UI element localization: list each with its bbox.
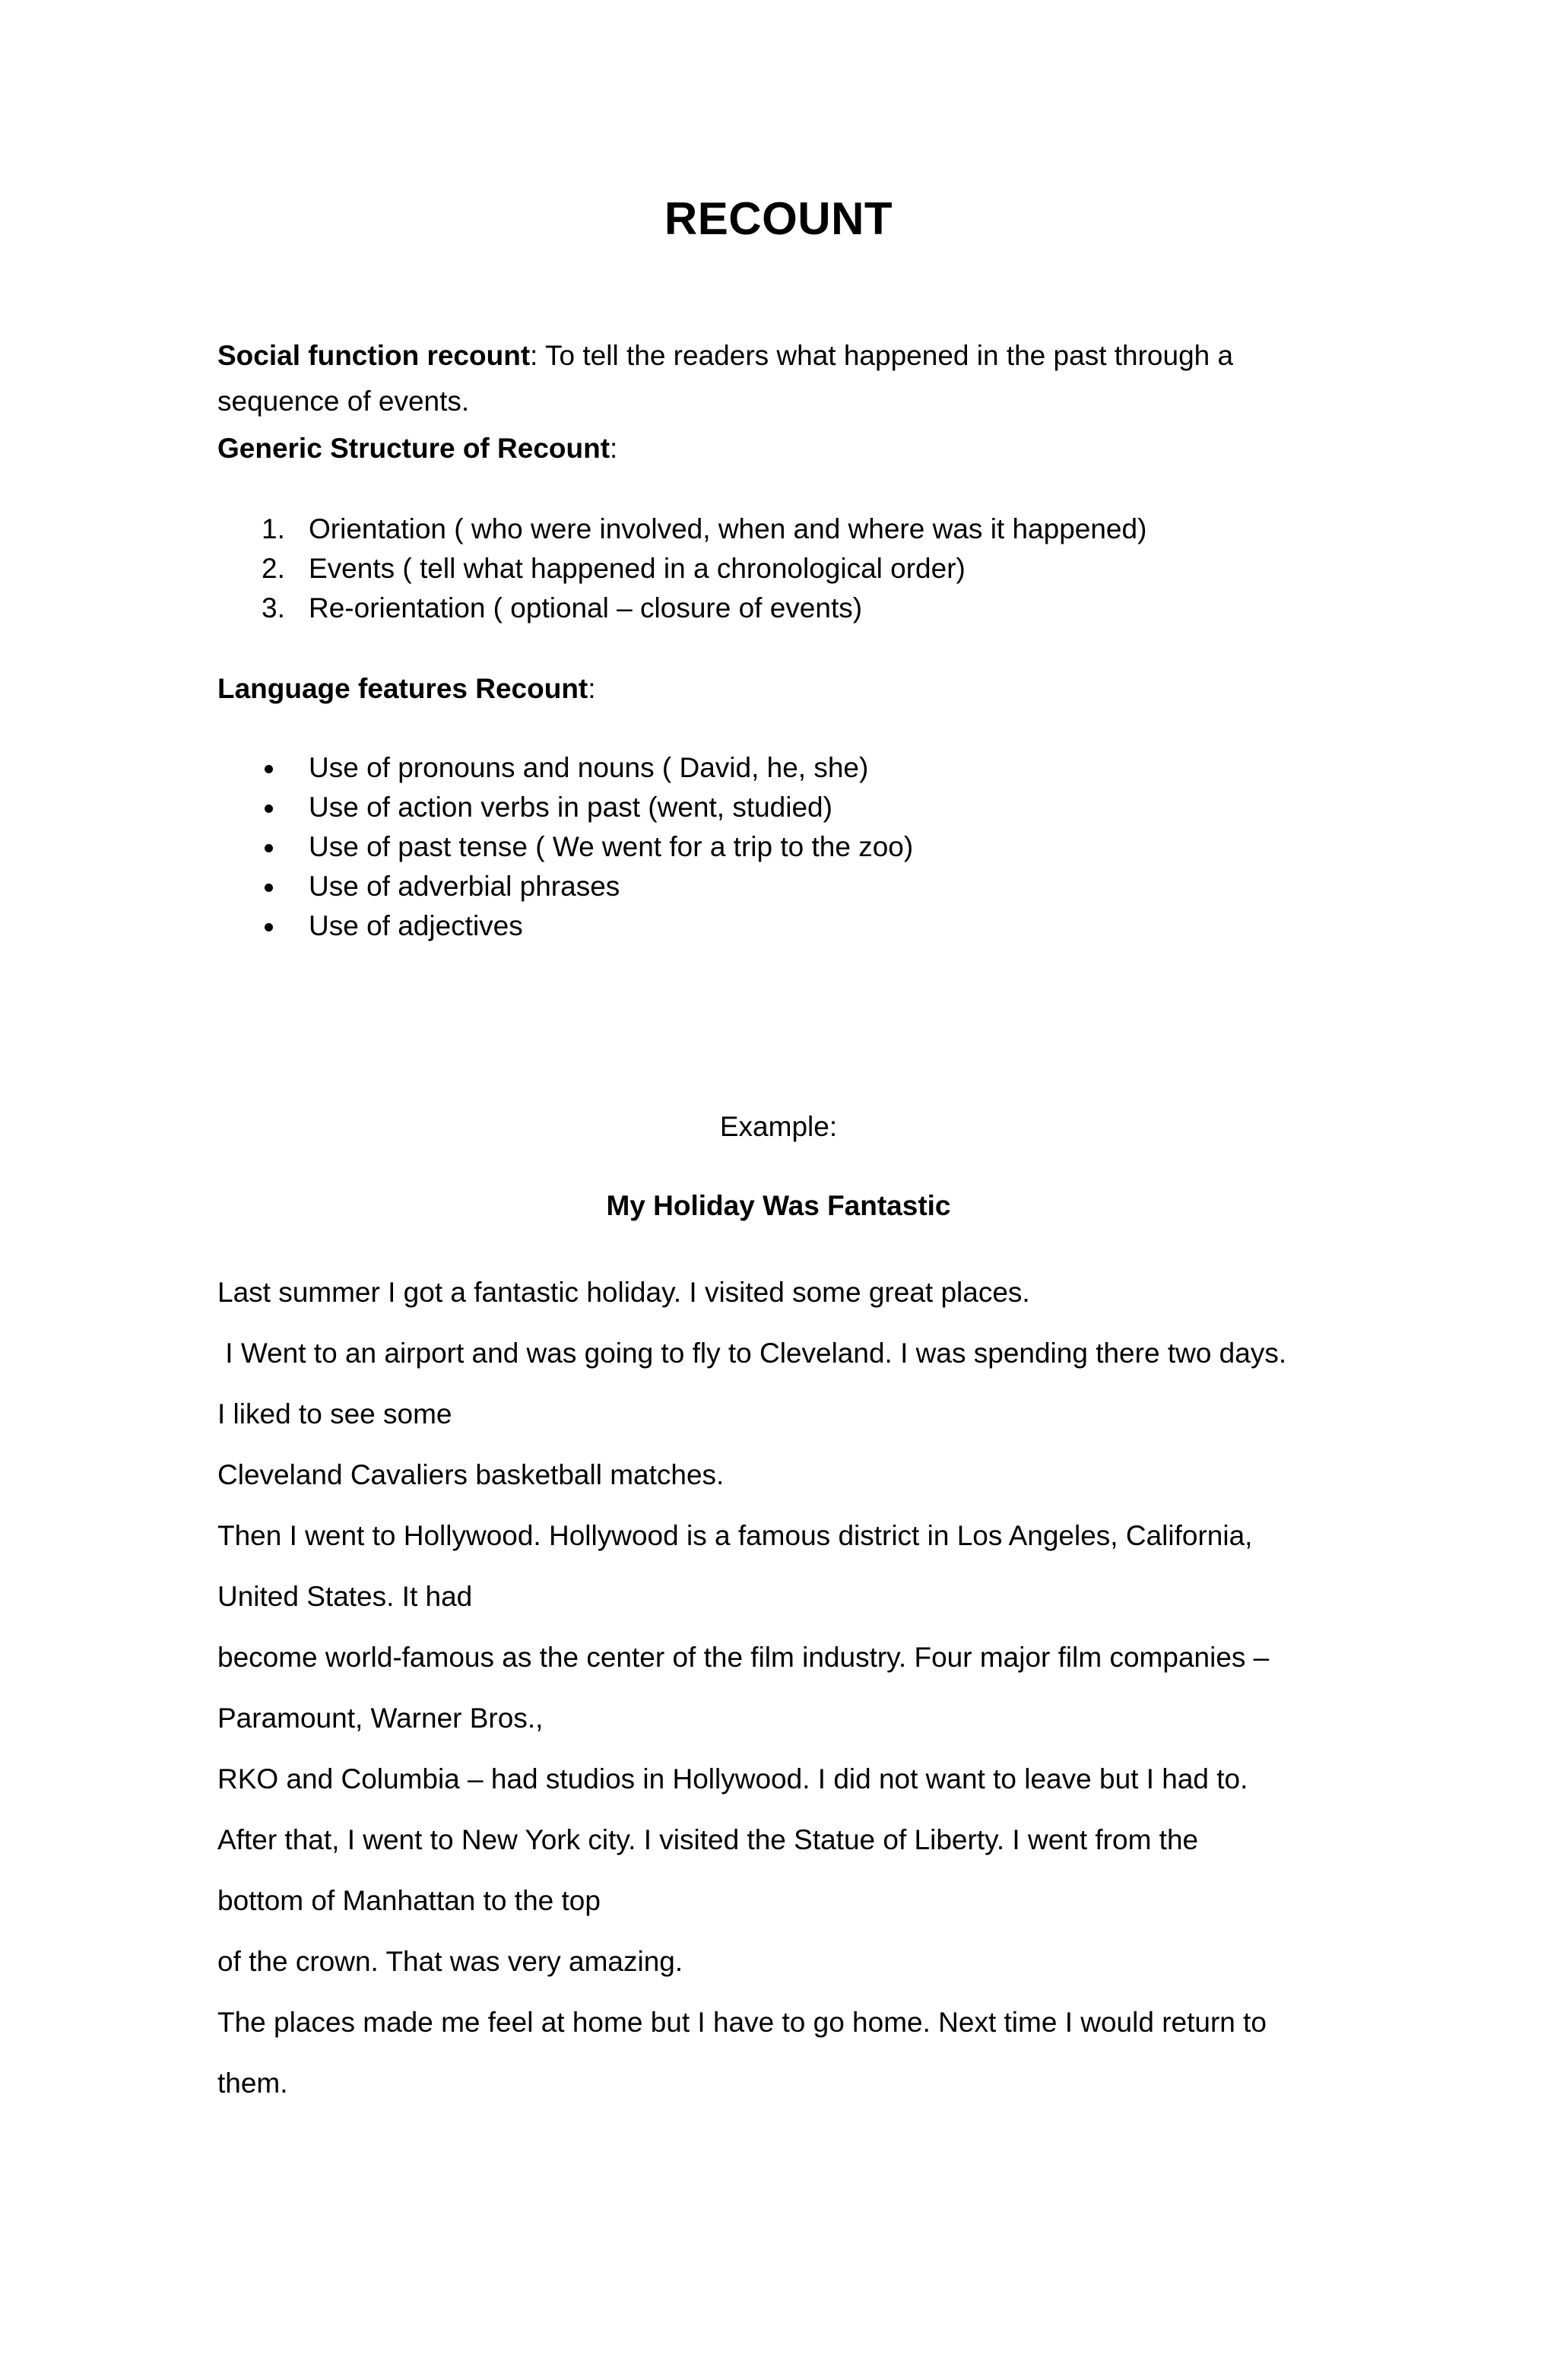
list-number: 1.	[262, 513, 285, 544]
language-features-list	[217, 748, 913, 946]
list-number: 3.	[262, 592, 285, 624]
list-item: Use of past tense ( We went for a trip to the zoo)	[217, 827, 913, 867]
bullet-icon	[265, 844, 273, 852]
social-function-line-2: sequence of events.	[217, 386, 470, 417]
story-line: Last summer I got a fantastic holiday. I visited some great places.	[217, 1277, 1030, 1308]
list-number: 2.	[262, 553, 285, 584]
list-item: 1. Orientation ( who were involved, when and where was it happened)	[217, 509, 1146, 549]
story-line: Then I went to Hollywood. Hollywood is a famous district in Los Angeles, California,	[217, 1520, 1253, 1551]
story-line: Cleveland Cavaliers basketball matches.	[217, 1459, 725, 1490]
social-function-text: : To tell the readers what happened in the past through a	[530, 340, 1234, 371]
generic-structure-label: Generic Structure of Recount	[217, 433, 610, 464]
bullet-icon	[265, 923, 273, 931]
story-line: them.	[217, 2067, 288, 2099]
language-features-heading: Language features Recount:	[217, 673, 596, 704]
example-label: Example:	[719, 1111, 838, 1142]
story-line: of the crown. That was very amazing.	[217, 1946, 683, 1977]
story-line: I Went to an airport and was going to fly to Cleveland. I was spending there two days.	[217, 1338, 1287, 1369]
story-line: The places made me feel at home but I have to go home. Next time I would return to	[217, 2007, 1267, 2038]
list-item: 2. Events ( tell what happened in a chronological order)	[217, 549, 1146, 589]
story-line: bottom of Manhattan to the top	[217, 1885, 601, 1916]
bullet-icon	[265, 765, 273, 773]
story-line: After that, I went to New York city. I visited the Statue of Liberty. I went from the	[217, 1824, 1199, 1855]
list-item: Use of adjectives	[217, 906, 913, 946]
story-line: United States. It had	[217, 1581, 473, 1612]
list-item: 3. Re-orientation ( optional – closure of events)	[217, 589, 1146, 628]
social-function-line-1	[217, 333, 1403, 379]
generic-structure-list	[217, 509, 1146, 628]
bullet-icon	[265, 884, 273, 892]
story-line: become world-famous as the center of the film industry. Four major film companies –	[217, 1642, 1270, 1673]
generic-structure-heading: Generic Structure of Recount:	[217, 433, 618, 464]
story-line: I liked to see some	[217, 1398, 452, 1430]
social-function-label: Social function recount	[217, 340, 531, 371]
story-text	[217, 1262, 1286, 2114]
example-title: My Holiday Was Fantastic	[606, 1190, 951, 1221]
list-item: Use of action verbs in past (went, studied)	[217, 788, 913, 827]
list-item: Use of adverbial phrases	[217, 867, 913, 906]
list-item: Use of pronouns and nouns ( David, he, she)	[217, 748, 913, 788]
story-line: Paramount, Warner Bros.,	[217, 1702, 544, 1734]
story-line: RKO and Columbia – had studios in Hollywood. I did not want to leave but I had to.	[217, 1763, 1248, 1795]
bullet-icon	[265, 804, 273, 813]
page-title: RECOUNT	[664, 193, 893, 244]
language-features-label: Language features Recount	[217, 673, 588, 704]
